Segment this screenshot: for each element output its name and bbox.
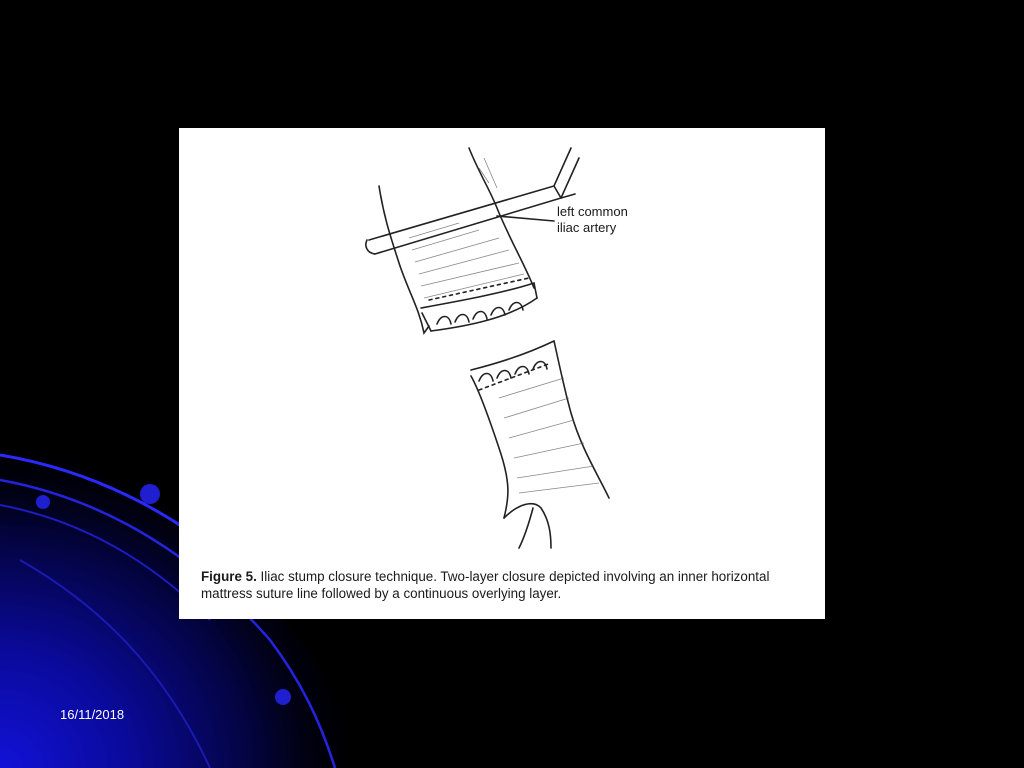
figure-caption-text: Iliac stump closure technique. Two-layer closure depicted involving an inner horizontal mattress suture line followed by a continuous overlying layer. xyxy=(201,569,770,601)
artery-callout-label xyxy=(557,204,628,236)
figure-panel xyxy=(179,128,825,619)
artery-callout-line2: iliac artery xyxy=(557,220,617,235)
figure-caption xyxy=(201,568,811,602)
artery-callout-line1: left common xyxy=(557,204,628,219)
iliac-stump-illustration xyxy=(179,128,825,619)
slide-date: 16/11/2018 xyxy=(60,707,125,722)
figure-caption-label: Figure 5. xyxy=(201,569,257,584)
